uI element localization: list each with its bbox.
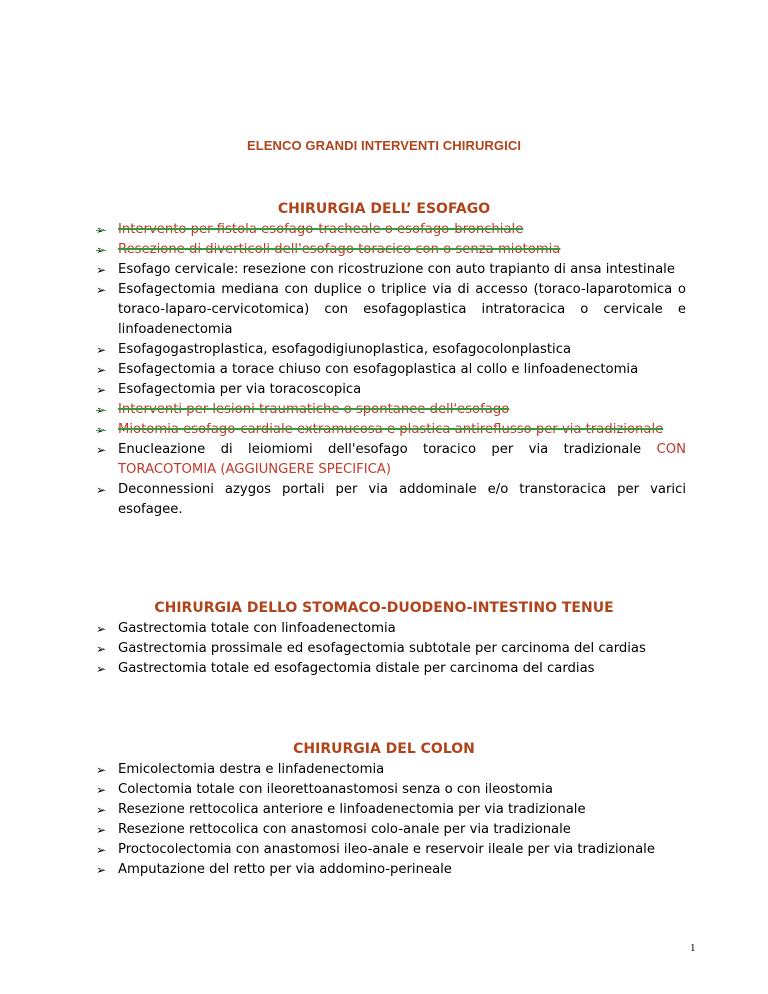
arrow-bullet-icon: ➢ bbox=[96, 383, 107, 397]
section-esofago bbox=[0, 198, 768, 520]
item-note: CON TORACOTOMIA (AGGIUNGERE SPECIFICA) bbox=[118, 442, 686, 477]
list-item: ➢ Colectomia totale con ileorettoanastomosi senza o con ileostomia bbox=[0, 780, 686, 800]
arrow-bullet-icon: ➢ bbox=[96, 642, 107, 656]
section-colon bbox=[0, 738, 768, 880]
section-title: CHIRURGIA DELL’ ESOFAGO bbox=[277, 201, 491, 217]
arrow-bullet-icon: ➢ bbox=[96, 223, 107, 237]
list-item: ➢ Resezione rettocolica anteriore e linfoadenectomia per via tradizionale bbox=[0, 800, 686, 820]
item-list bbox=[0, 760, 768, 880]
document-title: ELENCO GRANDI INTERVENTI CHIRURGICI bbox=[246, 138, 522, 153]
list-item: ➢ Esofagectomia a torace chiuso con esofagoplastica al collo e linfoadenectomia bbox=[0, 360, 686, 380]
list-item: ➢ Proctocolectomia con anastomosi ileo-anale e reservoir ileale per via tradizionale bbox=[0, 840, 686, 860]
list-item: ➢ Gastrectomia totale ed esofagectomia distale per carcinoma del cardias bbox=[0, 659, 686, 679]
list-item: ➢ Interventi per lesioni traumatiche o spontanee dell'esofago bbox=[0, 400, 686, 420]
list-item: ➢ Resezione rettocolica con anastomosi colo-anale per via tradizionale bbox=[0, 820, 686, 840]
arrow-bullet-icon: ➢ bbox=[96, 622, 107, 636]
list-item: ➢ Resezione di diverticoli dell'esofago toracico con o senza miotomia bbox=[0, 240, 686, 260]
list-item: ➢ Gastrectomia totale con linfoadenectomia bbox=[0, 619, 686, 639]
arrow-bullet-icon: ➢ bbox=[96, 863, 107, 877]
arrow-bullet-icon: ➢ bbox=[96, 763, 107, 777]
arrow-bullet-icon: ➢ bbox=[96, 483, 107, 497]
section-title: CHIRURGIA DEL COLON bbox=[293, 741, 475, 757]
arrow-bullet-icon: ➢ bbox=[96, 443, 107, 457]
list-item: ➢ Intervento per fistola esofago-tracheale o esofago-bronchiale bbox=[0, 220, 686, 240]
list-item: ➢ Enucleazione di leiomiomi dell'esofago toracico per via tradizionale CON TORACOTOMIA (AGGIUNGERE SPECIFICA) bbox=[96, 442, 686, 477]
section-title: CHIRURGIA DELLO STOMACO-DUODENO-INTESTINO TENUE bbox=[154, 600, 614, 616]
arrow-bullet-icon: ➢ bbox=[96, 803, 107, 817]
list-item: ➢ Emicolectomia destra e linfadenectomia bbox=[0, 760, 686, 780]
arrow-bullet-icon: ➢ bbox=[96, 263, 107, 277]
arrow-bullet-icon: ➢ bbox=[96, 783, 107, 797]
arrow-bullet-icon: ➢ bbox=[96, 343, 107, 357]
arrow-bullet-icon: ➢ bbox=[96, 423, 107, 437]
list-item: ➢ Esofagectomia mediana con duplice o triplice via di accesso (toraco-laparotomica o toraco-laparo-cervicotomica) con esofagoplastica intratoracica o cervicale e linfoadenectomia bbox=[96, 282, 686, 337]
arrow-bullet-icon: ➢ bbox=[96, 363, 107, 377]
arrow-bullet-icon: ➢ bbox=[96, 403, 107, 417]
arrow-bullet-icon: ➢ bbox=[96, 662, 107, 676]
arrow-bullet-icon: ➢ bbox=[96, 823, 107, 837]
list-item: ➢ Gastrectomia prossimale ed esofagectomia subtotale per carcinoma del cardias bbox=[0, 639, 686, 659]
list-item: ➢ Miotomia esofago-cardiale extramucosa e plastica antireflusso per via tradizionale bbox=[0, 420, 686, 440]
arrow-bullet-icon: ➢ bbox=[96, 843, 107, 857]
list-item: ➢ Esofagectomia per via toracoscopica bbox=[0, 380, 686, 400]
arrow-bullet-icon: ➢ bbox=[96, 283, 107, 297]
section-stomaco bbox=[0, 597, 768, 679]
item-list bbox=[0, 220, 768, 520]
page-number: 1 bbox=[690, 942, 696, 954]
arrow-bullet-icon: ➢ bbox=[96, 243, 107, 257]
list-item: ➢ Amputazione del retto per via addomino-perineale bbox=[0, 860, 686, 880]
list-item: ➢ Esofagogastroplastica, esofagodigiunoplastica, esofagocolonplastica bbox=[0, 340, 686, 360]
item-list bbox=[0, 619, 768, 679]
list-item: ➢ Esofago cervicale: resezione con ricostruzione con auto trapianto di ansa intestinale bbox=[0, 260, 686, 280]
list-item: ➢ Deconnessioni azygos portali per via addominale e/o transtoracica per varici esofagee. bbox=[96, 482, 686, 517]
